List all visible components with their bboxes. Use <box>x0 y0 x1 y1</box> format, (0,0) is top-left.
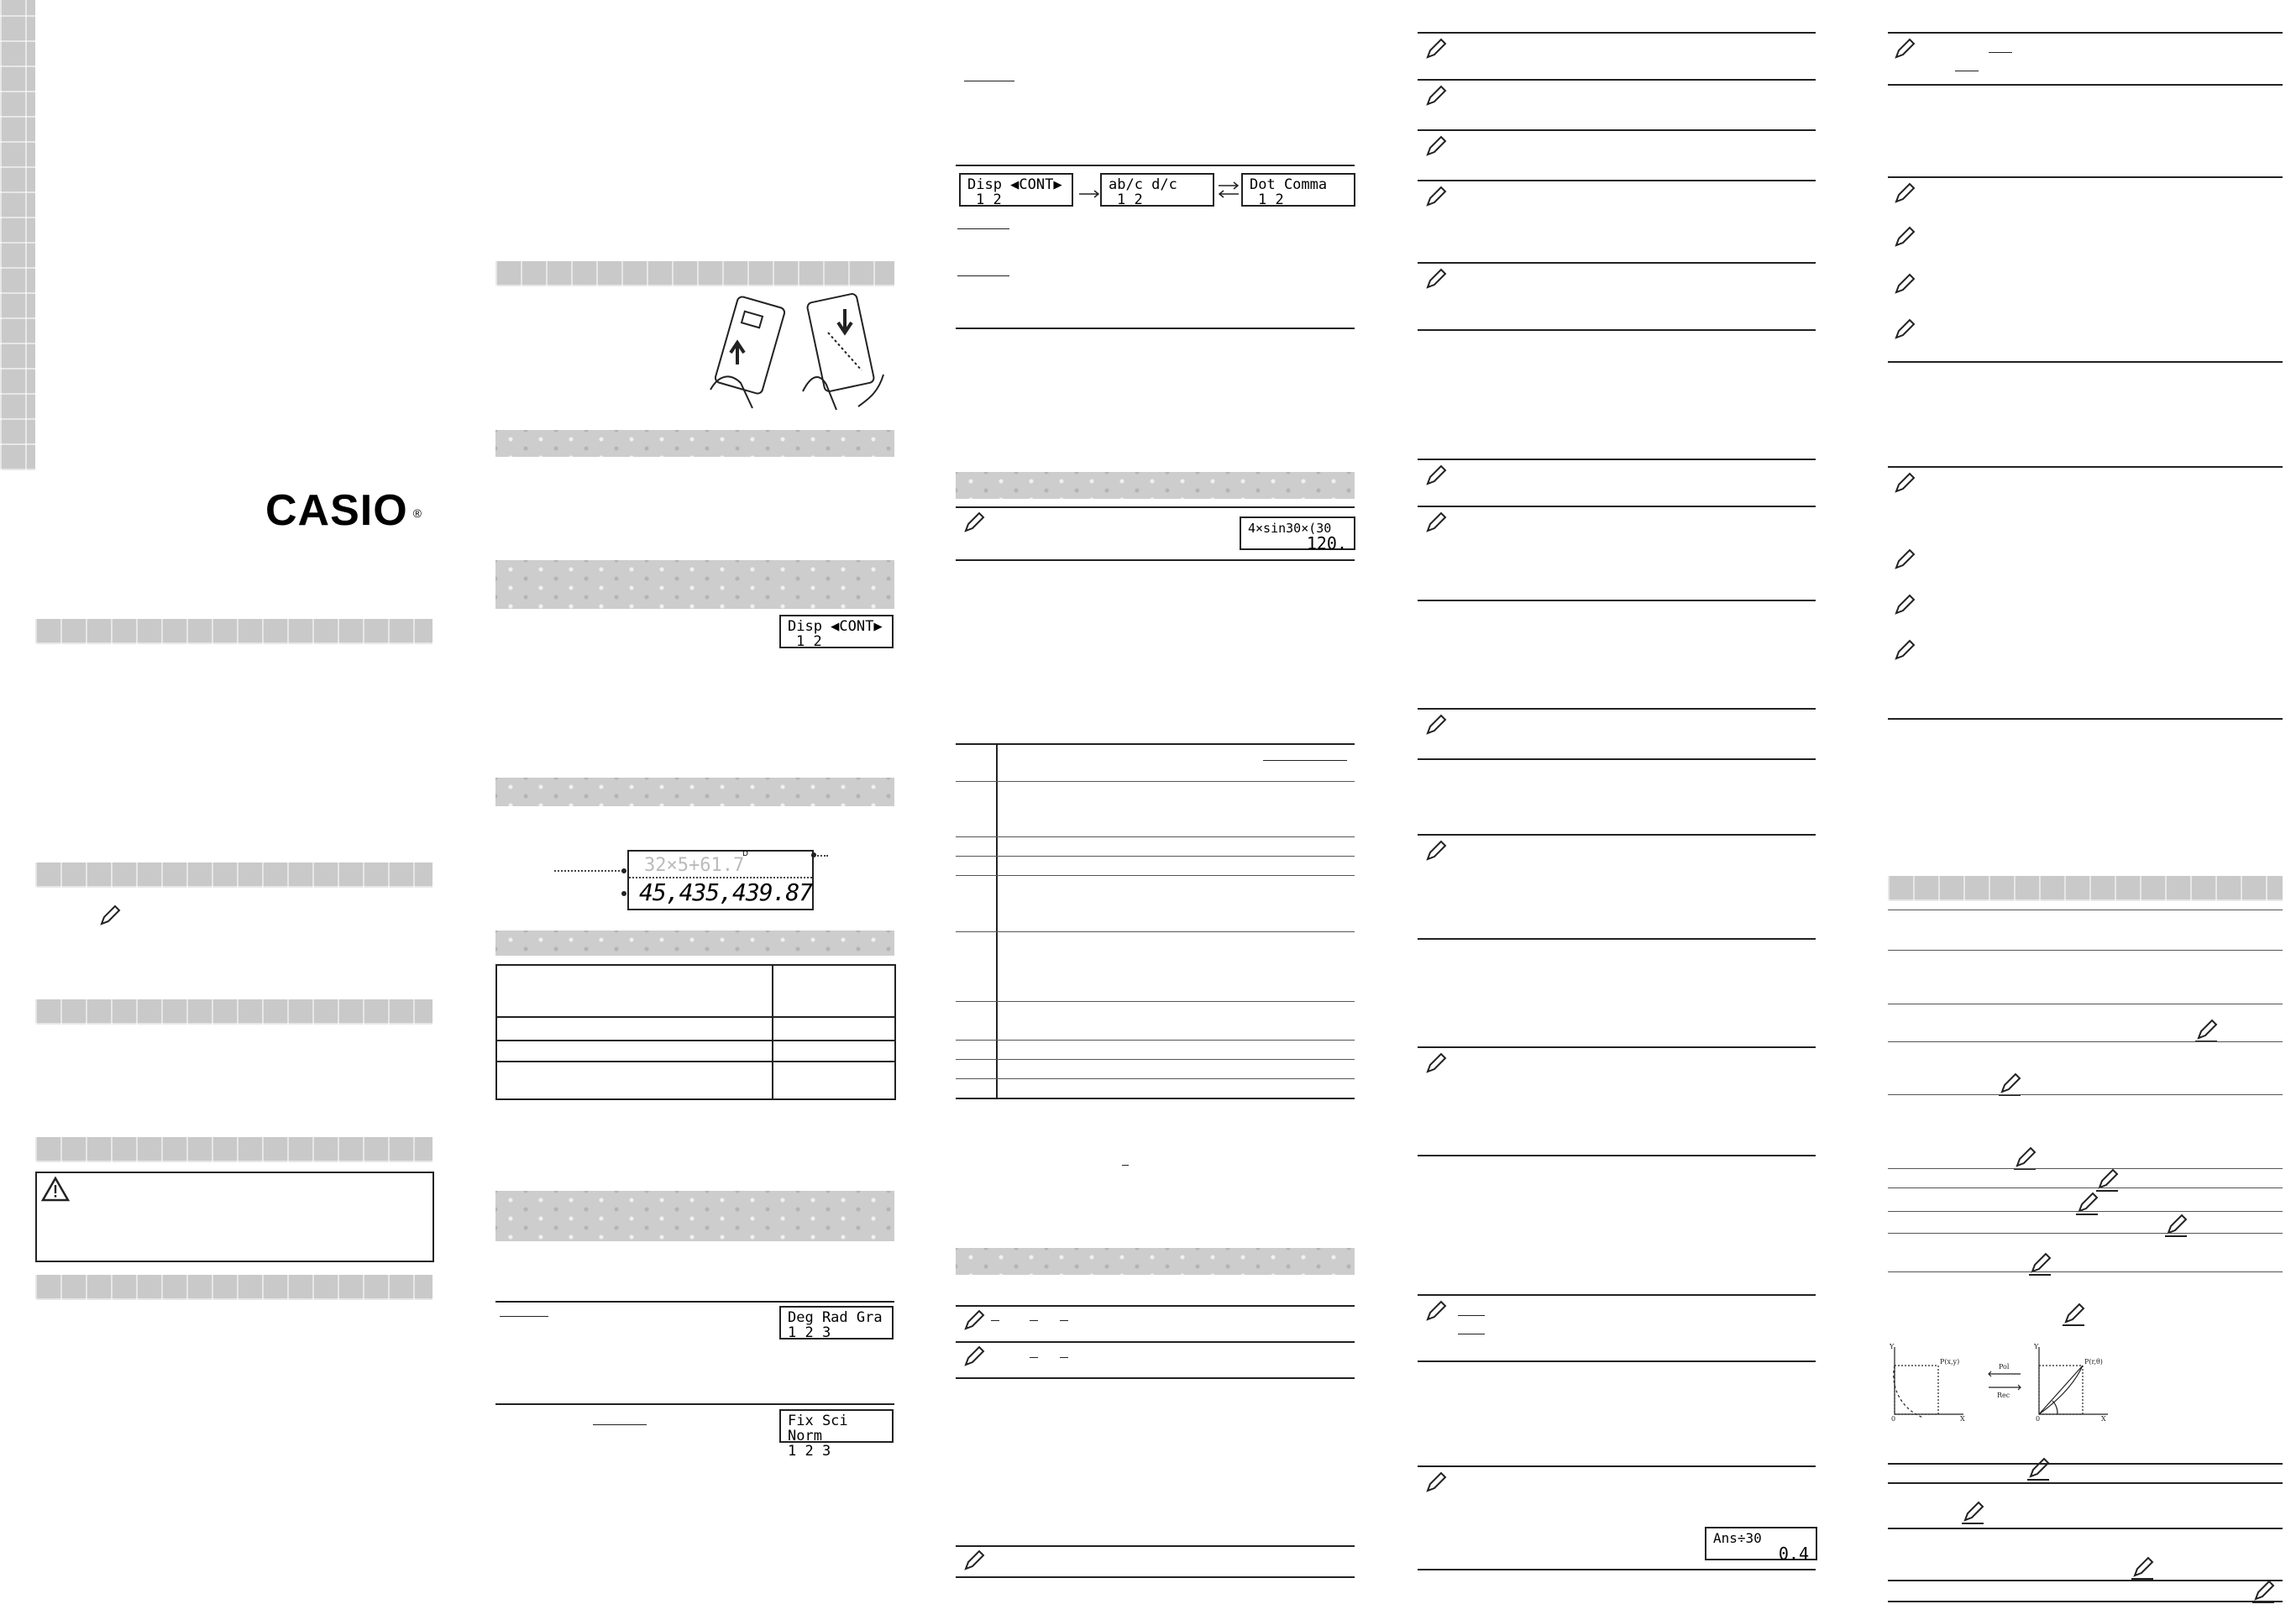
underline-c3-1 <box>957 228 1009 229</box>
rule-c5-12 <box>1888 1168 2283 1169</box>
section-band-c1-4 <box>35 1137 432 1162</box>
pencil-icon <box>1891 181 1916 207</box>
table-c3-underline <box>1263 760 1347 761</box>
pencil-icon <box>1423 1299 1448 1324</box>
rule-c4-15 <box>1418 1155 1816 1156</box>
rule-c4-4 <box>1418 180 1816 181</box>
pencil-icon <box>2012 1146 2037 1171</box>
rule-c3-9 <box>956 1576 1355 1578</box>
rule-c4-12 <box>1418 834 1816 836</box>
table-c3-row-8 <box>956 1059 1355 1060</box>
pencil-icon <box>1891 638 1916 663</box>
rule-c5-10 <box>1888 1041 2283 1042</box>
display-result-line: 45,435,439.87 <box>639 878 813 906</box>
table-c3-row-5 <box>956 931 1355 932</box>
rule-c3-3 <box>956 506 1355 508</box>
underline-c3-6 <box>1060 1320 1068 1321</box>
pencil-icon <box>1891 317 1916 343</box>
rule-c4-13 <box>1418 938 1816 940</box>
display-diagram <box>627 850 814 910</box>
rule-c3-5 <box>956 1305 1355 1307</box>
table-c3-row-7 <box>956 1040 1355 1041</box>
rule-c4-14 <box>1418 1046 1816 1048</box>
pencil-icon <box>97 904 122 929</box>
lcd-setup-disp <box>959 173 1073 207</box>
lcd-line-top: Disp ◀CONT▶ <box>788 618 883 635</box>
lcd-line-top: Fix Sci Norm <box>788 1413 848 1444</box>
rule-c5-8 <box>1888 950 2283 951</box>
lcd-line-bottom: 1 2 <box>1117 191 1143 208</box>
pencil-icon <box>1891 272 1916 297</box>
rule-c4-1 <box>1418 32 1816 34</box>
table-c3-row-6 <box>956 1001 1355 1002</box>
table-row-line-2 <box>497 1040 894 1041</box>
arrow-label-rec: Rec <box>1997 1392 2010 1399</box>
underline-c2-1 <box>500 1316 548 1317</box>
lcd-line-bottom: 1 2 3 <box>788 1443 831 1460</box>
rule-c4-19 <box>1418 1569 1816 1570</box>
rule-c5-5 <box>1888 466 2283 468</box>
lcd-line-top: ab/c d/c <box>1109 176 1177 193</box>
axis-y-left: Y <box>1890 1343 1895 1350</box>
rule-c3-6 <box>956 1341 1355 1343</box>
swap-arrows-icon <box>1218 181 1240 198</box>
logo-text: CASIO <box>265 486 408 535</box>
rule-c4-17 <box>1418 1360 1816 1362</box>
display-dot-left-top <box>621 868 626 873</box>
rule-c5-18 <box>1888 1482 2283 1484</box>
rule-c3-1 <box>956 165 1355 166</box>
origin-right: 0 <box>2036 1415 2041 1421</box>
rule-c4-18 <box>1418 1465 1816 1467</box>
rule-c5-13 <box>1888 1187 2283 1188</box>
axis-x-right: X <box>2101 1415 2106 1421</box>
table-c3-row-9 <box>956 1078 1355 1079</box>
lcd-input: Ans÷30 <box>1713 1530 1762 1546</box>
spec-table <box>495 964 896 1100</box>
lcd-setup-dot-comma <box>1241 173 1355 207</box>
pencil-icon <box>1423 84 1448 109</box>
pencil-icon <box>1423 839 1448 864</box>
underline-c3-4 <box>991 1320 999 1321</box>
battery-replacement-illustration <box>694 291 895 413</box>
rule-c5-19 <box>1888 1528 2283 1529</box>
section-band-c3-2 <box>956 1248 1355 1275</box>
display-indicator: D <box>742 850 748 858</box>
lcd-display-format <box>779 1409 894 1460</box>
section-band-c2-6 <box>495 1191 894 1241</box>
table-c3-divider <box>996 743 998 1099</box>
rule-c2-1 <box>495 1301 894 1303</box>
pencil-icon <box>2194 1018 2219 1043</box>
rule-c5-6 <box>1888 718 2283 720</box>
rule-c5-17 <box>1888 1463 2283 1465</box>
rule-c4-2 <box>1418 79 1816 81</box>
table-c3-row-1 <box>956 781 1355 782</box>
lcd-line-bottom: 1 2 <box>1258 191 1284 208</box>
section-band-c2-2 <box>495 430 894 457</box>
rule-c5-15 <box>1888 1233 2283 1234</box>
rule-c4-6 <box>1418 329 1816 331</box>
rule-c3-7 <box>956 1377 1355 1379</box>
rule-c5-3 <box>1888 176 2283 178</box>
table-c3-row-2 <box>956 836 1355 837</box>
pencil-icon <box>2074 1191 2099 1216</box>
rule-c4-16 <box>1418 1294 1816 1296</box>
underline-c3-2 <box>957 275 1009 276</box>
rule-c3-4 <box>956 559 1355 561</box>
pencil-icon <box>1997 1072 2022 1097</box>
lcd-ans-example <box>1705 1527 1817 1564</box>
rule-c4-8 <box>1418 506 1816 507</box>
pencil-icon <box>1891 37 1916 62</box>
underline-c4-1 <box>1458 1315 1485 1316</box>
display-input-line: 32×5+61.7 <box>644 855 745 876</box>
point-label-left: P(x,y) <box>1940 1358 1960 1366</box>
pencil-icon <box>1423 511 1448 536</box>
rule-c4-5 <box>1418 262 1816 264</box>
pencil-icon <box>961 1308 986 1334</box>
underline-c3-8 <box>1060 1357 1068 1358</box>
rule-c5-1 <box>1888 32 2283 34</box>
table-c3-row-4 <box>956 875 1355 876</box>
pencil-icon <box>2163 1213 2189 1238</box>
pencil-icon <box>1423 713 1448 738</box>
pencil-icon <box>1423 185 1448 210</box>
pencil-icon <box>1891 225 1916 250</box>
pencil-icon <box>961 1345 986 1370</box>
pencil-icon <box>2130 1555 2155 1581</box>
arrow-right-icon <box>1078 190 1100 198</box>
rule-c4-3 <box>1418 129 1816 131</box>
table-row-line-3 <box>497 1061 894 1062</box>
origin-left: 0 <box>1891 1415 1896 1421</box>
underline-c5-1 <box>1989 52 2012 53</box>
lcd-result: 0.4 <box>1778 1544 1809 1564</box>
underline-c3-5 <box>1030 1320 1038 1321</box>
section-band-c2-4 <box>495 778 894 806</box>
section-band-c2-3 <box>495 560 894 609</box>
lcd-result: 120. <box>1306 533 1347 553</box>
cover-pattern-strip <box>0 0 35 470</box>
rule-c5-21 <box>1888 1601 2283 1602</box>
rule-c4-7 <box>1418 459 1816 460</box>
pencil-icon <box>961 511 986 536</box>
rule-c5-11 <box>1888 1094 2283 1095</box>
rule-c4-9 <box>1418 600 1816 601</box>
pencil-icon <box>2026 1456 2051 1481</box>
section-band-c1-5 <box>35 1275 432 1300</box>
section-band-c1-1 <box>35 619 432 644</box>
pencil-icon <box>1423 464 1448 489</box>
section-band-c2-5 <box>495 931 894 956</box>
table-c3-top <box>956 743 1355 745</box>
lcd-disp-contrast <box>779 615 894 648</box>
underline-c3-3 <box>1122 1165 1129 1166</box>
rule-c3-8 <box>956 1545 1355 1547</box>
rule-c5-16 <box>1888 1271 2283 1272</box>
section-band-c3-1 <box>956 472 1355 499</box>
axis-x-left: X <box>1960 1415 1965 1421</box>
rule-c3-2 <box>956 328 1355 329</box>
pencil-icon <box>2061 1302 2086 1327</box>
registered-mark: ® <box>412 506 423 521</box>
point-label-right: P(r,θ) <box>2084 1358 2103 1366</box>
warning-icon <box>40 1176 71 1203</box>
rule-c5-2 <box>1888 84 2283 86</box>
lcd-line-top: Deg Rad Gra <box>788 1309 883 1326</box>
pencil-icon <box>1960 1500 1985 1525</box>
rule-c4-10 <box>1418 708 1816 710</box>
pencil-icon <box>1891 593 1916 618</box>
pencil-icon <box>2094 1167 2120 1193</box>
arrow-label-pol: Pol <box>1999 1363 2010 1371</box>
pencil-icon <box>1891 471 1916 496</box>
rule-c5-14 <box>1888 1211 2283 1212</box>
underline-c3-7 <box>1030 1357 1038 1358</box>
casio-logo <box>265 485 422 536</box>
table-row-line-1 <box>497 1016 894 1018</box>
lcd-line-bottom: 1 2 3 <box>788 1324 831 1341</box>
pencil-icon <box>1891 548 1916 573</box>
lcd-calc-example <box>1240 516 1355 553</box>
table-c3-row-3 <box>956 856 1355 857</box>
section-band-c2-1 <box>495 261 894 286</box>
safety-warning-box <box>35 1172 434 1262</box>
table-c3-bottom <box>956 1098 1355 1099</box>
lcd-setup-fraction <box>1100 173 1214 207</box>
pencil-icon <box>961 1549 986 1574</box>
lcd-input: 4×sin30×(30 <box>1248 521 1332 536</box>
section-band-c5-1 <box>1888 876 2283 901</box>
rule-c5-20 <box>1888 1580 2283 1581</box>
coordinate-conversion-diagram <box>1890 1342 2108 1421</box>
pencil-icon <box>2027 1251 2052 1277</box>
rule-c4-11 <box>1418 758 1816 760</box>
underline-c2-2 <box>593 1424 647 1425</box>
display-dot-right <box>811 852 816 857</box>
rule-c2-2 <box>495 1403 894 1405</box>
display-callout-left <box>554 870 623 872</box>
lcd-angle-unit <box>779 1306 894 1340</box>
section-band-c1-3 <box>35 999 432 1025</box>
table-col-divider <box>772 966 773 1098</box>
rule-c5-4 <box>1888 361 2283 363</box>
lcd-line-bottom: 1 2 <box>976 191 1002 208</box>
pencil-icon <box>1423 134 1448 160</box>
pencil-icon <box>1423 267 1448 292</box>
lcd-line-top: Disp ◀CONT▶ <box>967 176 1062 193</box>
pencil-icon <box>1423 37 1448 62</box>
pencil-icon <box>1423 1471 1448 1496</box>
pencil-icon <box>1423 1051 1448 1077</box>
lcd-line-bottom: 1 2 <box>796 633 822 650</box>
display-dot-left-bot <box>621 891 626 896</box>
lcd-line-top: Dot Comma <box>1250 176 1328 193</box>
section-band-c1-2 <box>35 862 432 888</box>
axis-y-right: Y <box>2034 1343 2039 1350</box>
